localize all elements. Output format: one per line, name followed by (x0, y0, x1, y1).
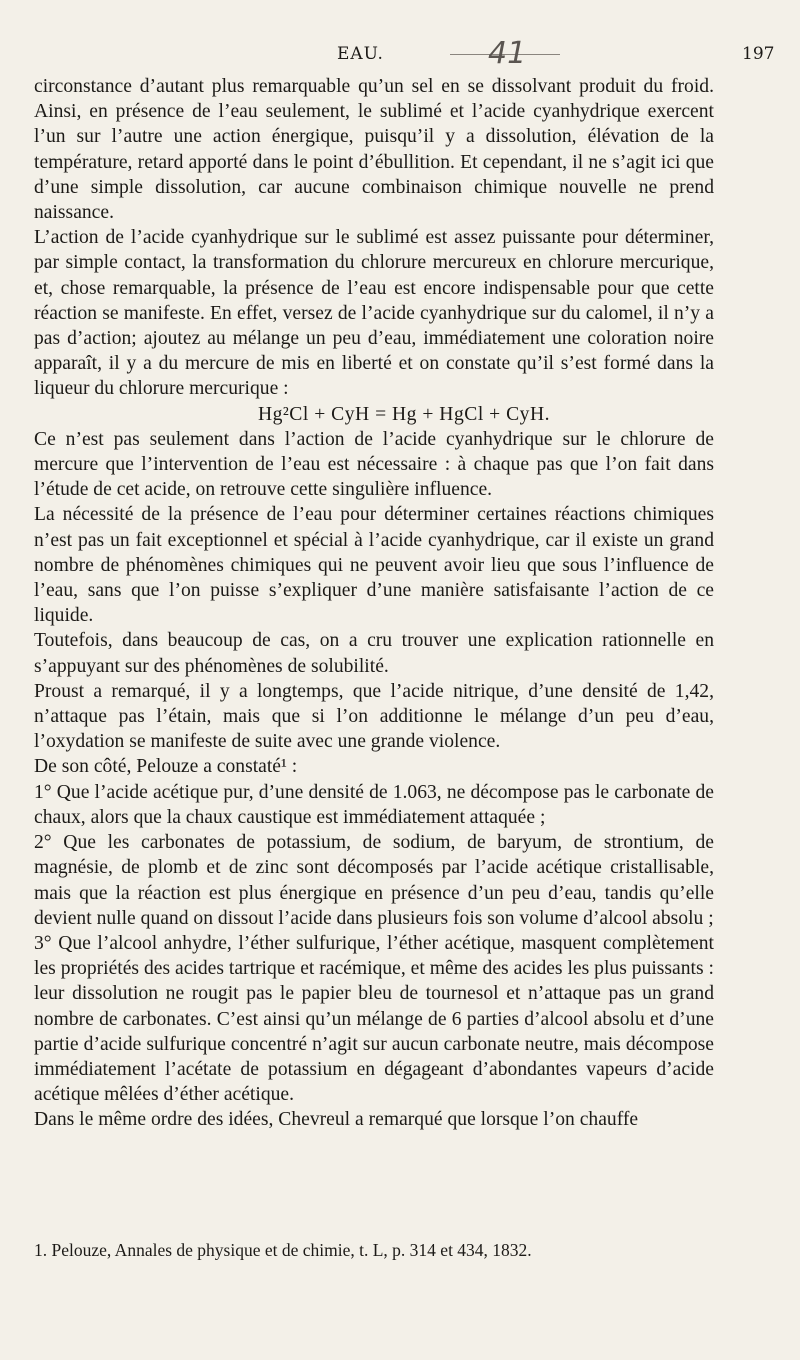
running-header (0, 36, 800, 76)
body-text (34, 74, 714, 1133)
list-item: 3° Que l’alcool anhydre, l’éther sulfurique, l’éther acétique, masquent complètement les propriétés des acides tartrique et racémique, et même des acides les plus puissants : leur dissolution ne rougit pas le papier bleu de tournesol et n’attaque pas un grand nombre de carbonates. C’est ainsi qu’un mélange de 6 parties d’alcool absolu et d’une partie d’acide sulfurique concentré n’agit sur aucun carbonate neutre, mais décompose immédiatement l’acétate de potassium en dégageant d’abondantes vapeurs d’acide acétique mêlées d’éther acétique. (34, 932, 714, 1106)
list-item: 2° Que les carbonates de potassium, de sodium, de baryum, de strontium, de magnésie, de plomb et de zinc sont décomposés par l’acide acétique cristallisable, mais que la réaction est plus énergique en présence d’un peu d’eau, tandis qu’elle devient nulle quand on dissout l’acide dans plusieurs fois son volume d’alcool absolu ; (34, 832, 714, 929)
paragraph: De son côté, Pelouze a constaté¹ : (34, 756, 298, 778)
paragraph: L’action de l’acide cyanhydrique sur le sublimé est assez puissante pour déterminer, par simple contact, la transformation du chlorure mercureux en chlorure mercurique, et, chose remarquable, la présence de l’eau est encore indispensable pour que cette réaction se manifeste. En effet, versez de l’acide cyanhydrique sur du calomel, il n’y a pas d’action; ajoutez au mélange un peu d’eau, immédiatement une coloration noire apparaît, il y a du mercure de mis en liberté et on constate qu’il s’est formé dans la liqueur du chlorure mercurique : (34, 227, 714, 400)
paragraph: Proust a remarqué, il y a longtemps, que l’acide nitrique, d’une densité de 1,42, n’attaque pas l’étain, mais que si l’on additionne le mélange d’un peu d’eau, l’oxydation se manifeste de suite avec une grande violence. (34, 680, 714, 753)
paragraph: Dans le même ordre des idées, Chevreul a remarqué que lorsque l’on chauffe (34, 1109, 639, 1131)
paragraph: La nécessité de la présence de l’eau pour déterminer certaines réactions chimiques n’est pas un fait exceptionnel et spécial à l’acide cyanhydrique, car il existe un grand nombre de phénomènes chimiques qui ne peuvent avoir lieu que sous l’influence de l’eau, sans que l’on puisse s’expliquer d’une manière satisfaisante l’action de ce liquide. (34, 504, 714, 627)
list-item: 1° Que l’acide acétique pur, d’une densité de 1.063, ne décompose pas le carbonate de chaux, alors que la chaux caustique est immédiatement attaquée ; (34, 781, 714, 828)
chemical-equation: Hg²Cl + CyH = Hg + HgCl + CyH. (257, 403, 551, 425)
handwritten-folio-mark: 41 (488, 36, 527, 71)
footnote: 1. Pelouze, Annales de physique et de chimie, t. L, p. 314 et 434, 1832. (34, 1240, 532, 1260)
paragraph: Toutefois, dans beaucoup de cas, on a cru trouver une explication rationnelle en s’appuyant sur des phénomènes de solubilité. (34, 630, 714, 677)
paragraph: circonstance d’autant plus remarquable qu’un sel en se dissolvant produit du froid. Ainsi, en présence de l’eau seulement, le sublimé et l’acide cyanhydrique exercent l’un sur l’autre une action énergique, puisqu’il y a dissolution, élévation de la température, retard apporté dans le point d’ébullition. Et cependant, il ne s’agit ici que d’une simple dissolution, car aucune combinaison chimique nouvelle ne prend naissance. (34, 76, 714, 224)
running-title: EAU. (337, 44, 384, 64)
page-number: 197 (742, 44, 775, 64)
paragraph: Ce n’est pas seulement dans l’action de l’acide cyanhydrique sur le chlorure de mercure que l’intervention de l’eau est nécessaire : à chaque pas que l’on fait dans l’étude de cet acide, on retrouve cette singulière influence. (34, 428, 714, 501)
